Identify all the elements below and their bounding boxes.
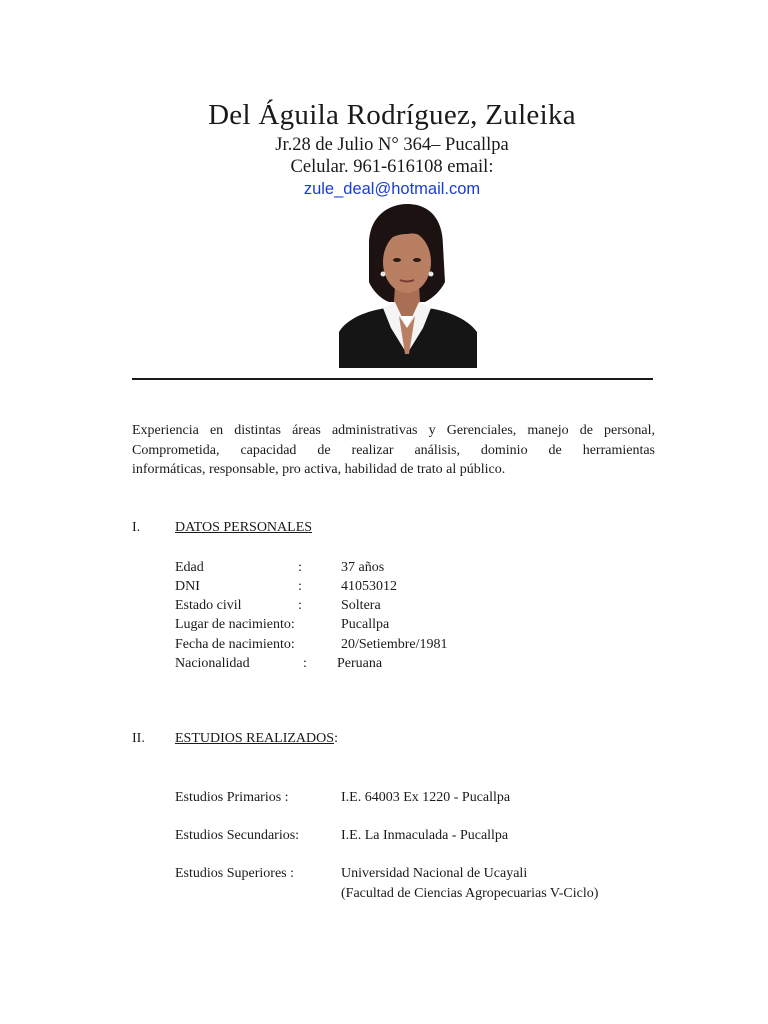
field-value: Peruana: [337, 656, 383, 671]
email-link[interactable]: zule_deal@hotmail.com: [303, 180, 481, 198]
field-value: (Facultad de Ciencias Agropecuarias V-Ciclo): [341, 886, 599, 901]
field-colon: :: [298, 560, 302, 575]
phone-line: Celular. 961-616108 email:: [290, 157, 494, 177]
field-value: Soltera: [341, 598, 381, 613]
section-title-text: ESTUDIOS REALIZADOS: [175, 731, 335, 746]
section-number-personal: I.: [132, 520, 141, 535]
field-label: DNI: [175, 579, 200, 594]
section-title-suffix: :: [334, 731, 338, 746]
profile-summary: [132, 421, 655, 480]
field-label: Fecha de nacimiento:: [175, 637, 295, 652]
field-label: Estudios Primarios :: [175, 790, 289, 805]
personal-row-dni: [175, 577, 655, 596]
studies-row-secundarios: [175, 826, 655, 845]
cv-header: [0, 96, 768, 200]
field-label: Nacionalidad: [175, 656, 250, 671]
summary-line: Comprometida, capacidad de realizar análisis, dominio de herramientas: [132, 442, 655, 458]
personal-row-estado-civil: [175, 596, 655, 615]
field-value: I.E. La Inmaculada - Pucallpa: [341, 828, 509, 843]
personal-row-lugar-nacimiento: [175, 615, 655, 634]
field-label: Edad: [175, 560, 204, 575]
address-line: Jr.28 de Julio N° 364– Pucallpa: [275, 135, 509, 155]
field-value: 20/Setiembre/1981: [341, 637, 448, 652]
section-title-text: DATOS PERSONALES: [175, 520, 313, 535]
personal-row-nacionalidad: [175, 654, 655, 673]
studies-row-primarios: [175, 788, 655, 807]
section-title-personal: [175, 520, 312, 536]
field-colon: :: [298, 579, 302, 594]
field-value: Pucallpa: [341, 617, 390, 632]
section-number-studies: II.: [132, 731, 145, 746]
studies-row-superiores-detail: [175, 884, 655, 903]
studies-row-superiores: [175, 864, 655, 883]
field-colon: :: [298, 598, 302, 613]
portrait-photo-icon: [339, 204, 477, 368]
summary-line: Experiencia en distintas áreas administrativas y Gerenciales, manejo de personal,: [132, 423, 655, 438]
field-label: Estudios Superiores :: [175, 866, 294, 881]
field-value: 41053012: [341, 579, 397, 594]
portrait-photo: [339, 204, 477, 368]
field-value: I.E. 64003 Ex 1220 - Pucallpa: [341, 790, 511, 805]
personal-row-edad: [175, 558, 655, 577]
summary-line: informáticas, responsable, pro activa, habilidad de trato al público.: [132, 462, 506, 477]
field-label: Estudios Secundarios:: [175, 828, 300, 843]
header-divider: [132, 378, 653, 380]
section-title-studies: [175, 731, 338, 747]
personal-row-fecha-nacimiento: [175, 635, 655, 654]
candidate-name: Del Águila Rodríguez, Zuleika: [208, 99, 576, 131]
field-label: Lugar de nacimiento:: [175, 617, 295, 632]
field-label: Estado civil: [175, 598, 242, 613]
field-value: Universidad Nacional de Ucayali: [341, 866, 528, 881]
field-colon: :: [303, 656, 307, 671]
field-value: 37 años: [341, 560, 385, 575]
